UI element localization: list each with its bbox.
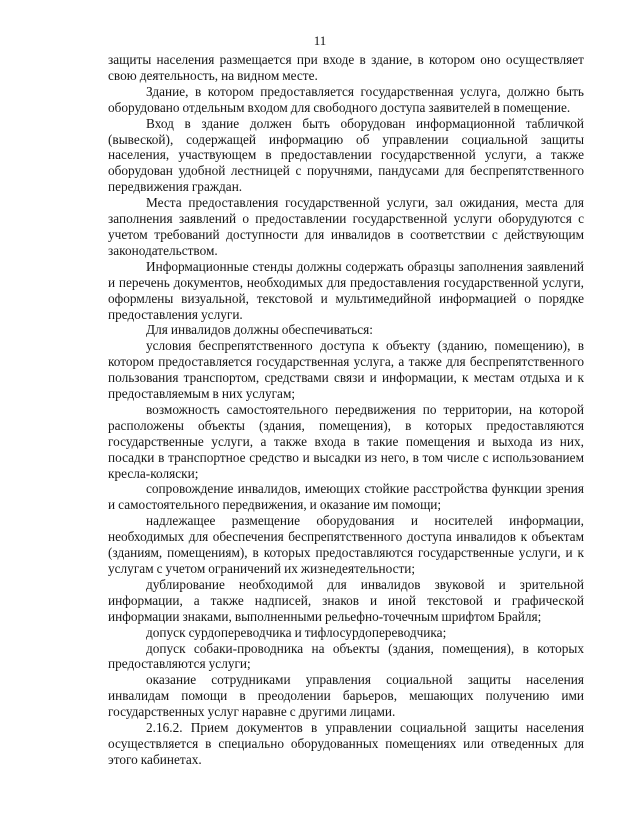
paragraph-3: Вход в здание должен быть оборудован информационной табличкой (вывеской), содержащей информацию об управлении социальной защиты населения, участвующем в предоставлении государственной услуги, а также оборудован удобной лестницей с поручнями, пандусами для беспрепятственного передвижения граждан. bbox=[108, 115, 584, 195]
list-item-7: допуск собаки-проводника на объекты (здания, помещения), в которых предоставляются услуги; bbox=[108, 640, 584, 672]
document-body bbox=[108, 52, 584, 768]
list-item-5: дублирование необходимой для инвалидов звуковой и зрительной информации, а также надписей, знаков и иной текстовой и графической информации знаками, выполненными рельефно-точечным шрифтом Брайля; bbox=[108, 576, 584, 624]
list-item-8: оказание сотрудниками управления социальной защиты населения инвалидам помощи в преодолении барьеров, мешающих получению ими государственных услуг наравне с другими лицами. bbox=[108, 672, 584, 720]
paragraph-4: Места предоставления государственной услуги, зал ожидания, места для заполнения заявлений о предоставлении государственной услуги оборудуются с учетом требований доступности для инвалидов в соответствии с действующим законодательством. bbox=[108, 195, 584, 258]
paragraph-1: защиты населения размещается при входе в здание, в котором оно осуществляет свою деятельность, на видном месте. bbox=[108, 52, 584, 83]
paragraph-6: Для инвалидов должны обеспечиваться: bbox=[146, 322, 373, 338]
paragraph-2: Здание, в котором предоставляется государственная услуга, должно быть оборудовано отдельным входом для свободного доступа заявителей в помещение. bbox=[108, 83, 584, 115]
paragraph-section-2-16-2: 2.16.2. Прием документов в управлении социальной защиты населения осуществляется в специально оборудованных помещениях или отведенных для этого кабинетах. bbox=[108, 720, 584, 767]
list-item-1: условия беспрепятственного доступа к объекту (зданию, помещению), в котором предоставляется государственная услуга, а также для беспрепятственного пользования транспортом, средствами связи и информации, к местам отдыха и к предоставляемым в них услугам; bbox=[108, 338, 584, 402]
paragraph-5: Информационные стенды должны содержать образцы заполнения заявлений и перечень документов, необходимых для предоставления государственной услуги, оформлены визуальной, текстовой и мультимедийной информацией о порядке предоставления услуги. bbox=[108, 258, 584, 322]
page-number: 11 bbox=[313, 33, 327, 48]
list-item-6: допуск сурдопереводчика и тифлосурдопереводчика; bbox=[146, 624, 447, 640]
list-item-2: возможность самостоятельного передвижения по территории, на которой расположены объекты (здания, помещения), в которых предоставляются государственные услуги, а также входа в такие помещения и выхода из них, посадки в транспортное средство и высадки из него, в том числе с использованием кресла-коляски; bbox=[108, 401, 584, 481]
list-item-4: надлежащее размещение оборудования и носителей информации, необходимых для обеспечения беспрепятственного доступа инвалидов к объектам (зданиям, помещениям), в которых предоставляются государственные услуги, и к услугам с учетом ограничений их жизнедеятельности; bbox=[108, 513, 584, 576]
list-item-3: сопровождение инвалидов, имеющих стойкие расстройства функции зрения и самостоятельного передвижения, и оказание им помощи; bbox=[108, 481, 584, 513]
